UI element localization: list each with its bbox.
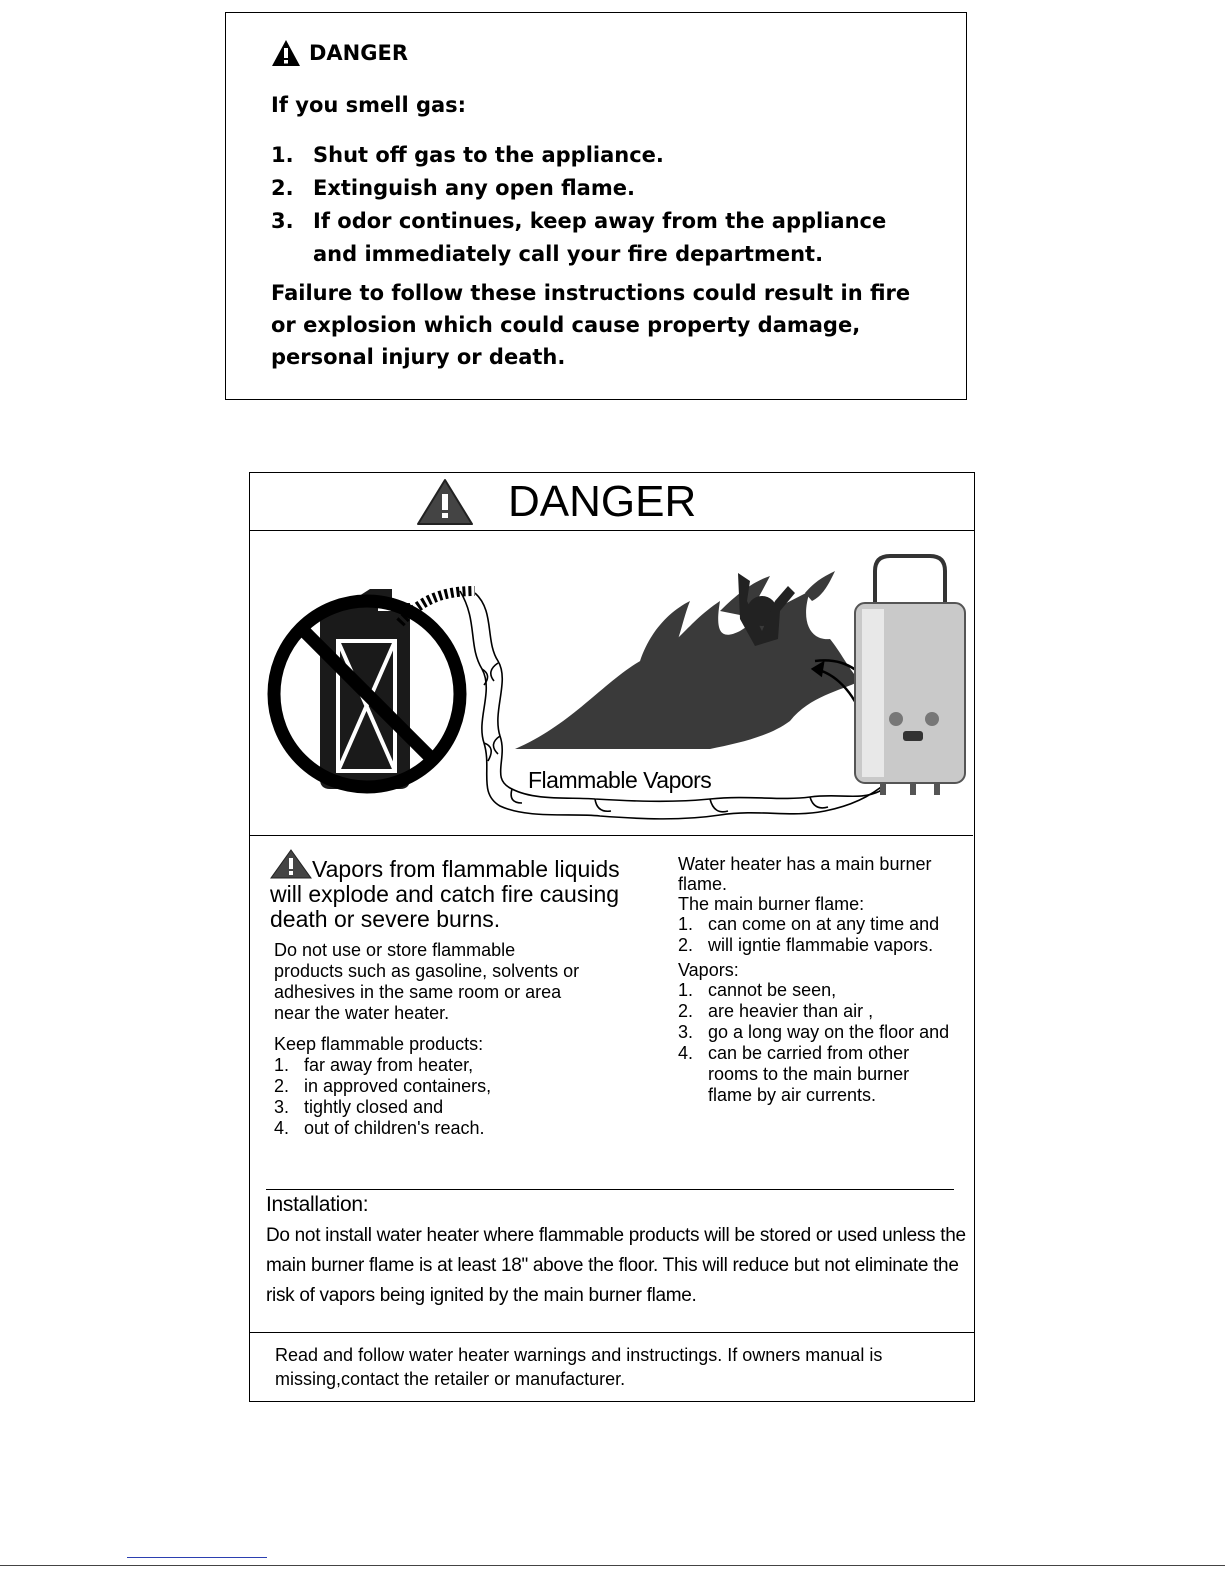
danger-heading (271, 39, 408, 67)
flammable-vapors-label: Flammable Vapors (528, 767, 712, 793)
danger-header (250, 473, 974, 531)
storage-paragraph: Do not use or store flammable products such as gasoline, solvents or adhesives in the same room or area near the water heater. (274, 940, 580, 1023)
warning-triangle-icon (271, 39, 301, 67)
danger-heading-text: DANGER (309, 41, 409, 65)
burner-flame-list (678, 914, 958, 956)
vapors-headline-text: Vapors from flammable liquids will explode and catch fire causing death or severe burns. (270, 856, 620, 932)
vapors-list (678, 980, 958, 1106)
failure-warning-text: Failure to follow these instructions could result in fire or explosion which could cause property damage, personal injury or death. (271, 281, 911, 369)
page-bottom-rule (0, 1565, 1225, 1566)
list-item: 2. are heavier than air , (678, 1001, 874, 1021)
vapors-heading: Vapors: (678, 960, 739, 980)
warning-triangle-icon (270, 849, 312, 879)
list-item: 2. Extinguish any open flame. (271, 176, 635, 200)
list-item: 1. can come on at any time and (678, 914, 940, 934)
gas-steps-list (271, 139, 923, 271)
keep-products-heading: Keep flammable products: (274, 1034, 484, 1054)
keep-products-list (270, 1055, 630, 1139)
vapors-headline (270, 849, 630, 932)
list-item: 3. If odor continues, keep away from the appliance and immediately call your fire department. (271, 209, 887, 266)
water-heater-icon (855, 556, 965, 795)
warning-triangle-icon (416, 478, 474, 526)
installation-heading: Installation: (266, 1193, 369, 1216)
flame-icon (515, 571, 860, 749)
list-item: 4. can be carried from other rooms to the main burner flame by air currents. (678, 1043, 910, 1105)
list-item: 2. will igntie flammabie vapors. (678, 935, 934, 955)
burner-intro: Water heater has a main burner flame. (678, 854, 932, 894)
list-item: 1. Shut off gas to the appliance. (271, 143, 664, 167)
flammable-vapors-illustration (250, 531, 973, 836)
footer-note: Read and follow water heater warnings and instructings. If owners manual is missing,contact the retailer or manufacturer. (275, 1345, 883, 1389)
list-item: 3. tightly closed and (274, 1097, 444, 1117)
list-item: 4. out of children's reach. (274, 1118, 485, 1138)
flammable-vapors-danger-label (249, 472, 975, 1402)
list-item: 3. go a long way on the floor and (678, 1022, 950, 1042)
divider (250, 1332, 974, 1333)
gas-smell-warning-box (225, 12, 967, 400)
installation-section (266, 1191, 968, 1311)
list-item: 1. far away from heater, (274, 1055, 474, 1075)
danger-title: DANGER (508, 477, 697, 526)
burner-flame-heading: The main burner flame: (678, 894, 865, 914)
gas-smell-intro: If you smell gas: (271, 93, 467, 117)
installation-text: Do not install water heater where flammable products will be stored or used unless the main burner flame is at least 18" above the floor. This will reduce but not eliminate the risk of vapors being ignited by the main burner flame. (266, 1225, 966, 1306)
left-column (270, 849, 630, 1139)
footnote-link-underline (127, 1557, 267, 1558)
divider (266, 1189, 954, 1190)
list-item: 2. in approved containers, (274, 1076, 492, 1096)
right-column (678, 854, 958, 1106)
list-item: 1. cannot be seen, (678, 980, 837, 1000)
